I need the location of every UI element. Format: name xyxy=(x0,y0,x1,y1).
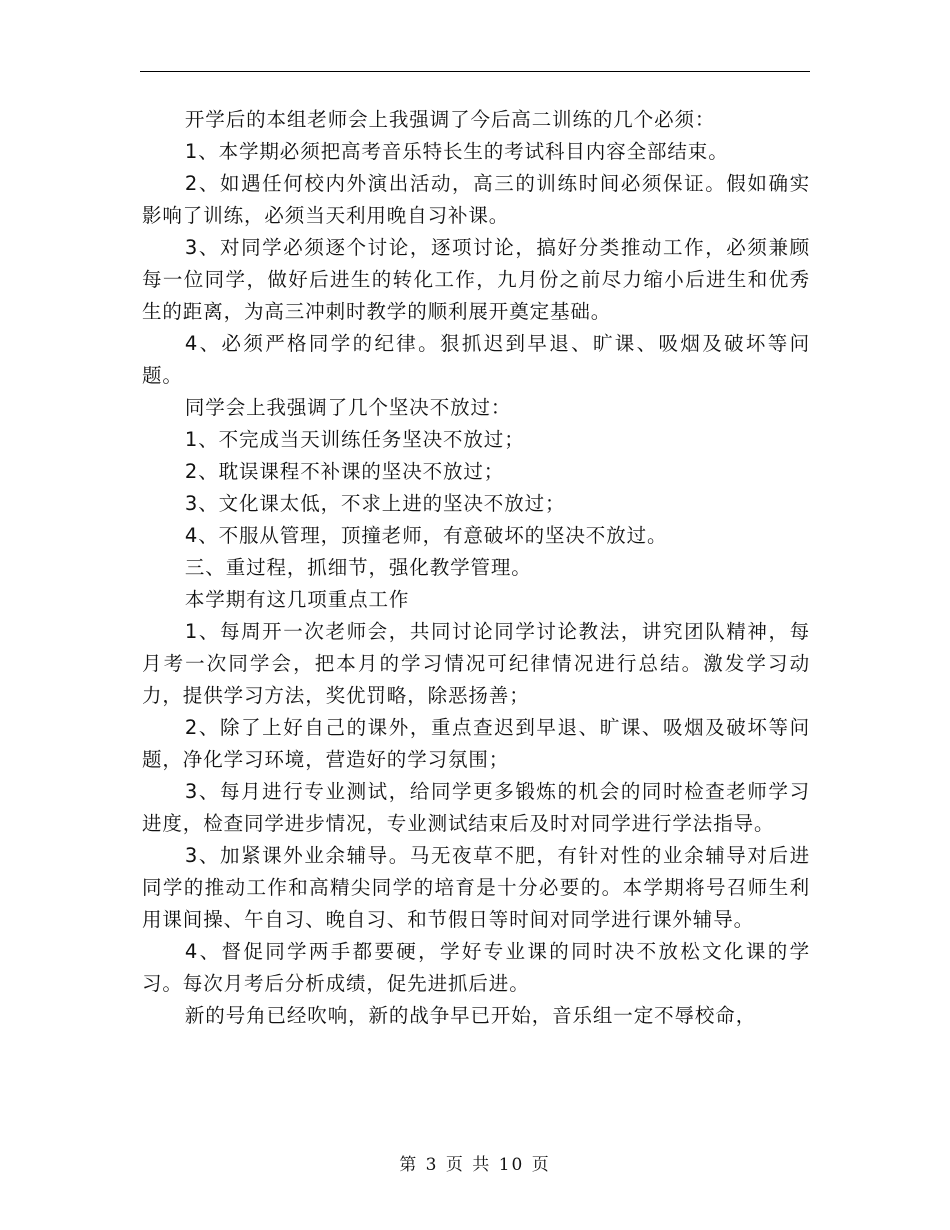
paragraph: 1、不完成当天训练任务坚决不放过； xyxy=(184,428,525,451)
paragraph: 本学期有这几项重点工作 xyxy=(184,588,410,611)
paragraph: 2、如遇任何校内外演出活动，高三的训练时间必须保证。假如确实影响了训练，必须当天利用晚自习补课。 xyxy=(142,172,810,227)
paragraph: 4、必须严格同学的纪律。狠抓迟到早退、旷课、吸烟及破坏等问题。 xyxy=(142,332,810,387)
section-heading: 三、重过程，抓细节，强化教学管理。 xyxy=(184,556,532,579)
paragraph: 3、对同学必须逐个讨论，逐项讨论，搞好分类推动工作，必须兼顾每一位同学，做好后进生的转化工作，九月份之前尽力缩小后进生和优秀生的距离，为高三冲刺时教学的顺利展开奠定基础。 xyxy=(142,236,810,323)
paragraph: 1、每周开一次老师会，共同讨论同学讨论教法，讲究团队精神，每月考一次同学会，把本月的学习情况可纪律情况进行总结。激发学习动力，提供学习方法，奖优罚略，除恶扬善； xyxy=(142,620,810,707)
header-rule xyxy=(140,71,810,72)
paragraph: 3、文化课太低，不求上进的坚决不放过； xyxy=(184,492,566,515)
paragraph: 2、耽误课程不补课的坚决不放过； xyxy=(184,460,505,483)
paragraph: 新的号角已经吹响，新的战争早已开始，音乐组一定不辱校命， xyxy=(184,1004,757,1027)
paragraph: 开学后的本组老师会上我强调了今后高二训练的几个必须： xyxy=(184,108,716,131)
paragraph: 2、除了上好自己的课外，重点查迟到早退、旷课、吸烟及破坏等问题，净化学习环境，营造好的学习氛围； xyxy=(142,716,810,771)
paragraph: 3、加紧课外业余辅导。马无夜草不肥，有针对性的业余辅导对后进同学的推动工作和高精尖同学的培育是十分必要的。本学期将号召师生利用课间操、午自习、晚自习、和节假日等时间对同学进行课外辅导。 xyxy=(142,844,810,931)
paragraph: 4、不服从管理，顶撞老师，有意破坏的坚决不放过。 xyxy=(184,524,668,547)
paragraph: 4、督促同学两手都要硬，学好专业课的同时决不放松文化课的学习。每次月考后分析成绩，促先进抓后进。 xyxy=(142,940,810,995)
paragraph: 3、每月进行专业测试，给同学更多锻炼的机会的同时检查老师学习进度，检查同学进步情况，专业测试结束后及时对同学进行学法指导。 xyxy=(142,780,810,835)
paragraph: 1、本学期必须把高考音乐特长生的考试科目内容全部结束。 xyxy=(184,140,729,163)
paragraph: 同学会上我强调了几个坚决不放过： xyxy=(184,396,512,419)
document-body xyxy=(142,104,810,1032)
page-number: 第 3 页 共 10 页 xyxy=(399,1155,551,1175)
